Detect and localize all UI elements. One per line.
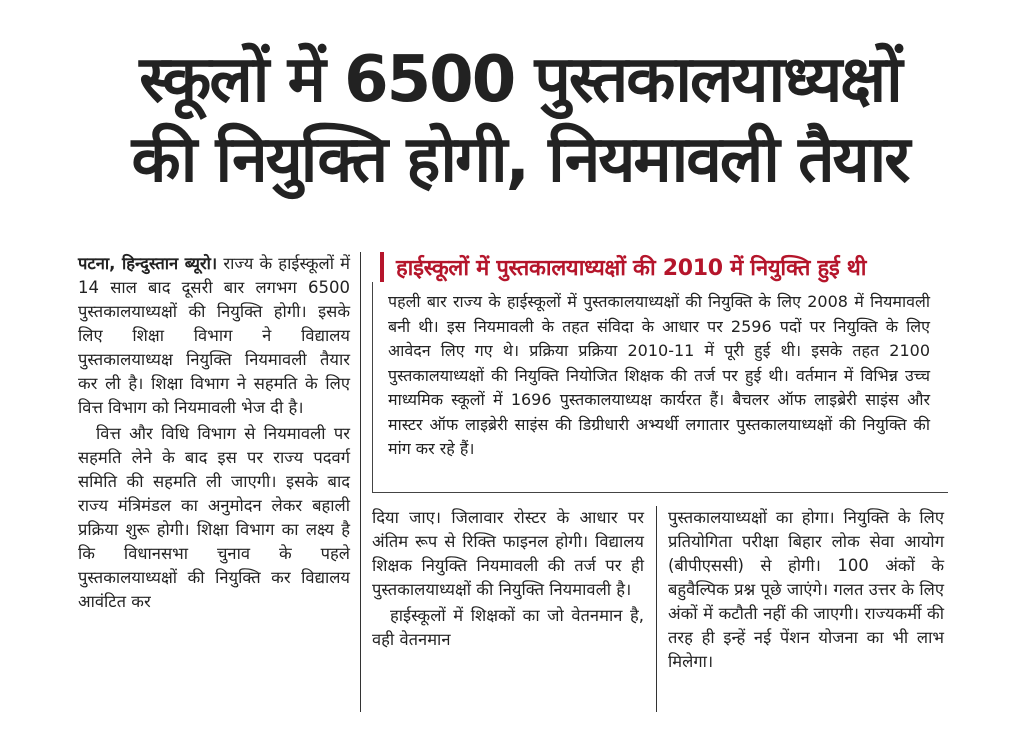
column2-para-2: हाईस्कूलों में शिक्षकों का जो वेतनमान है, वही वेतनमान <box>372 606 644 649</box>
column3-para-1: पुस्तकालयाध्यक्षों का होगा। नियुक्ति के लिए प्रतियोगिता परीक्षा बिहार लोक सेवा आयोग (बीपीएससी) से होगी। 100 अंकों के बहुवैल्पिक प्रश्न पूछे जाएंगे। गलत उत्तर के लिए अंकों में कटौती नहीं की जाएगी। राज्यकर्मी की तरह ही इन्हें नई पेंशन योजना का भी लाभ मिलेगा। <box>668 508 944 671</box>
column2-para-1: दिया जाए। जिलावार रोस्टर के आधार पर अंतिम रूप से रिक्ति फाइनल होगी। विद्यालय शिक्षक नियुक्ति नियमावली की तर्ज पर ही पुस्तकालयाध्यक्षों की नियुक्ति नियमावली है। <box>372 508 644 599</box>
article-column-2 <box>372 506 644 652</box>
column1-para-2: वित्त और विधि विभाग से नियमावली पर सहमति लेने के बाद इस पर राज्य पदवर्ग समिति की सहमति ली जाएगी। इसके बाद राज्य मंत्रिमंडल का अनुमोदन लेकर बहाली प्रक्रिया शुरू होगी। शिक्षा विभाग का लक्ष्य है कि विधानसभा चुनाव के पहले पुस्तकालयाध्यक्षों की नियुक्ति कर विद्यालय आवंटित कर <box>78 424 350 611</box>
info-box-heading: हाईस्कूलों में पुस्तकालयाध्यक्षों की 2010 में नियुक्ति हुई थी <box>396 256 867 281</box>
column-divider-2 <box>656 506 657 712</box>
headline-line-2: की नियुक्ति होगी, नियमावली तैयार <box>131 123 909 197</box>
column1-para-1-text: राज्य के हाईस्कूलों में 14 साल बाद दूसरी बार लगभग 6500 पुस्तकालयाध्यक्षों की नियुक्ति होगी। इसके लिए शिक्षा विभाग ने विद्यालय पुस्तकालयाध्यक्ष नियुक्ति नियमावली तैयार कर ली है। शिक्षा विभाग ने सहमति के लिए वित्त विभाग को नियमावली भेज दी है। <box>78 254 350 417</box>
headline-line-1: स्कूलों में 6500 पुस्तकालयाध्यक्षों <box>139 43 901 117</box>
info-box-heading-row <box>380 252 946 282</box>
info-box-accent-bar <box>380 252 384 282</box>
info-box <box>380 252 946 488</box>
article-column-3 <box>668 506 944 674</box>
dateline: पटना, हिन्दुस्तान ब्यूरो। <box>78 254 218 273</box>
headline <box>60 40 980 200</box>
column-divider-1 <box>360 252 361 712</box>
article-column-1 <box>78 252 350 614</box>
info-box-border-left <box>372 282 373 492</box>
info-box-body: पहली बार राज्य के हाईस्कूलों में पुस्तकालयाध्यक्षों की नियुक्ति के लिए 2008 में नियमावली बनी थी। इस नियमावली के तहत संविदा के आधार पर 2596 पदों पर नियुक्ति के लिए आवेदन लिए गए थे। प्रक्रिया प्रक्रिया 2010-11 में पूरी हुई थी। इसके तहत 2100 पुस्तकालयाध्यक्षों की नियुक्ति नियोजित शिक्षक की तर्ज पर हुई थी। वर्तमान में विभिन्न उच्च माध्यमिक स्कूलों में 1696 पुस्तकालयाध्यक्ष कार्यरत हैं। बैचलर ऑफ लाइब्रेरी साइंस और मास्टर ऑफ लाइब्रेरी साइंस की डिग्रीधारी अभ्यर्थी लगातार पुस्तकालयाध्यक्षों की नियुक्ति की मांग कर रहे हैं। <box>388 292 930 458</box>
column1-para-1 <box>78 252 350 420</box>
info-box-border-bottom <box>372 492 948 493</box>
